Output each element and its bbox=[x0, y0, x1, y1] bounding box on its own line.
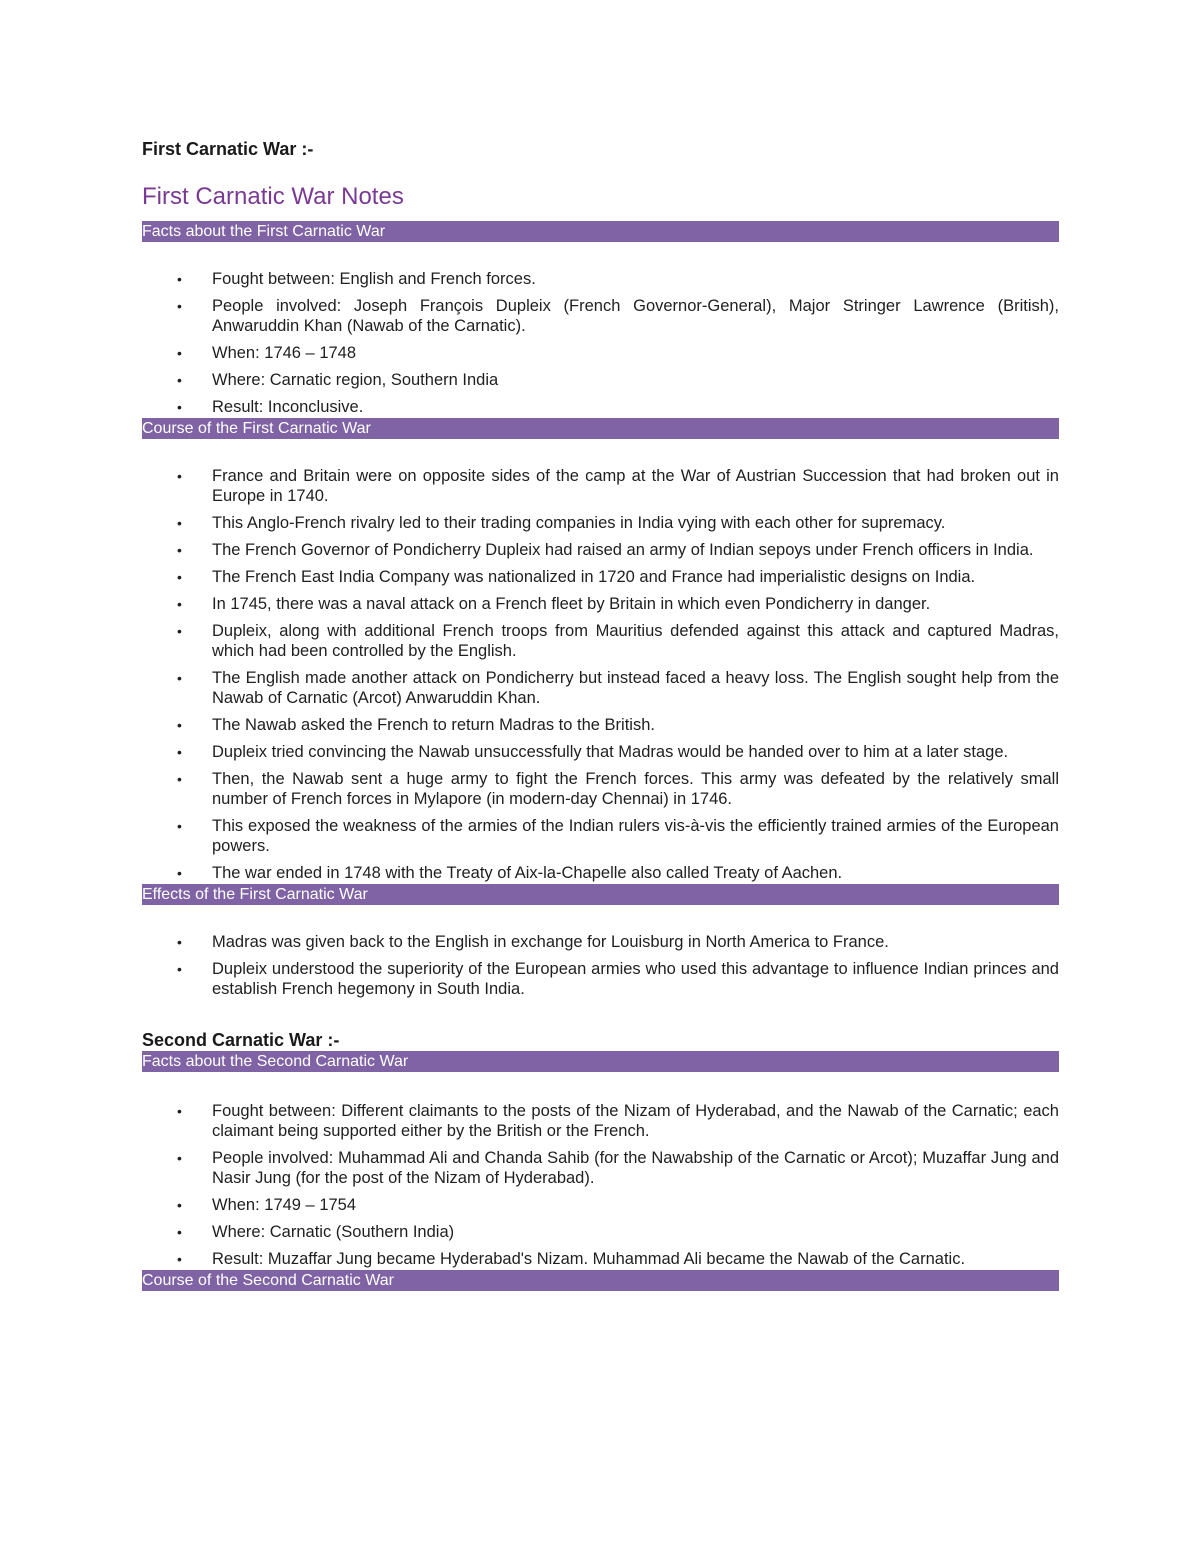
bullet-icon: • bbox=[177, 1224, 182, 1240]
list-item bbox=[142, 1195, 1059, 1215]
list-item bbox=[142, 567, 1059, 587]
list-item-text: The French East India Company was nationalized in 1720 and France had imperialistic designs on India. bbox=[212, 568, 976, 586]
bullet-icon: • bbox=[177, 1251, 182, 1267]
list-item-text: People involved: Joseph François Dupleix (French Governor-General), Major Stringer Lawrence (British), Anwaruddin Khan (Nawab of the Carnatic). bbox=[212, 297, 1059, 335]
list-item-text: Result: Muzaffar Jung became Hyderabad's Nizam. Muhammad Ali became the Nawab of the Carnatic. bbox=[212, 1250, 966, 1268]
list-item-text: The English made another attack on Pondicherry but instead faced a heavy loss. The English sought help from the Nawab of Carnatic (Arcot) Anwaruddin Khan. bbox=[212, 669, 1059, 707]
list-item bbox=[142, 1101, 1059, 1141]
first-war-heading: First Carnatic War :- bbox=[142, 139, 314, 159]
list-item-text: Where: Carnatic (Southern India) bbox=[212, 1223, 455, 1241]
first-war-facts-bar: Facts about the First Carnatic War bbox=[142, 221, 1059, 242]
list-item-text: Dupleix tried convincing the Nawab unsuccessfully that Madras would be handed over to him at a later stage. bbox=[212, 743, 1009, 761]
list-item-text: In 1745, there was a naval attack on a French fleet by Britain in which even Pondicherry in danger. bbox=[212, 595, 931, 613]
bullet-icon: • bbox=[177, 345, 182, 361]
bullet-icon: • bbox=[177, 865, 182, 881]
bullet-icon: • bbox=[177, 771, 182, 787]
list-item bbox=[142, 466, 1059, 506]
list-item-text: Madras was given back to the English in exchange for Louisburg in North America to France. bbox=[212, 933, 889, 951]
bullet-icon: • bbox=[177, 623, 182, 639]
list-item-text: Then, the Nawab sent a huge army to fight the French forces. This army was defeated by the relatively small number of French forces in Mylapore (in modern-day Chennai) in 1746. bbox=[212, 770, 1059, 808]
list-item bbox=[142, 343, 1059, 363]
list-item bbox=[142, 1148, 1059, 1188]
list-item bbox=[142, 269, 1059, 289]
bullet-icon: • bbox=[177, 596, 182, 612]
list-item bbox=[142, 1222, 1059, 1242]
list-item bbox=[142, 296, 1059, 336]
list-item bbox=[142, 715, 1059, 735]
list-item-text: When: 1746 – 1748 bbox=[212, 344, 357, 362]
bullet-icon: • bbox=[177, 399, 182, 415]
second-war-course-bar: Course of the Second Carnatic War bbox=[142, 1270, 1059, 1291]
list-item bbox=[142, 816, 1059, 856]
bullet-icon: • bbox=[177, 542, 182, 558]
list-item-text: Result: Inconclusive. bbox=[212, 398, 364, 416]
list-item-text: People involved: Muhammad Ali and Chanda Sahib (for the Nawabship of the Carnatic or Arcot); Muzaffar Jung and Nasir Jung (for the post of the Nizam of Hyderabad). bbox=[212, 1149, 1059, 1187]
list-item bbox=[142, 769, 1059, 809]
list-item-text: This exposed the weakness of the armies of the Indian rulers vis-à-vis the efficiently trained armies of the European powers. bbox=[212, 817, 1059, 855]
document-page bbox=[142, 138, 1059, 1291]
second-war-heading: Second Carnatic War :- bbox=[142, 1030, 340, 1050]
list-item bbox=[142, 742, 1059, 762]
first-war-course-list bbox=[142, 466, 1059, 883]
list-item bbox=[142, 370, 1059, 390]
list-item bbox=[142, 668, 1059, 708]
bullet-icon: • bbox=[177, 744, 182, 760]
first-war-effects-list bbox=[142, 932, 1059, 999]
list-item-text: The French Governor of Pondicherry Dupleix had raised an army of Indian sepoys under French officers in India. bbox=[212, 541, 1034, 559]
bullet-icon: • bbox=[177, 298, 182, 314]
list-item bbox=[142, 540, 1059, 560]
bullet-icon: • bbox=[177, 515, 182, 531]
bullet-icon: • bbox=[177, 961, 182, 977]
list-item-text: The war ended in 1748 with the Treaty of Aix-la-Chapelle also called Treaty of Aachen. bbox=[212, 864, 843, 882]
first-war-course-bar: Course of the First Carnatic War bbox=[142, 418, 1059, 439]
bullet-icon: • bbox=[177, 670, 182, 686]
bullet-icon: • bbox=[177, 818, 182, 834]
list-item bbox=[142, 863, 1059, 883]
list-item-text: This Anglo-French rivalry led to their trading companies in India vying with each other for supremacy. bbox=[212, 514, 946, 532]
first-war-facts-list bbox=[142, 269, 1059, 417]
list-item-text: When: 1749 – 1754 bbox=[212, 1196, 357, 1214]
bullet-icon: • bbox=[177, 271, 182, 287]
list-item-text: Dupleix understood the superiority of the European armies who used this advantage to influence Indian princes and establish French hegemony in South India. bbox=[212, 960, 1059, 998]
bullet-icon: • bbox=[177, 1150, 182, 1166]
bullet-icon: • bbox=[177, 1197, 182, 1213]
list-item bbox=[142, 513, 1059, 533]
list-item-text: Fought between: English and French forces. bbox=[212, 270, 536, 288]
bullet-icon: • bbox=[177, 717, 182, 733]
bullet-icon: • bbox=[177, 1103, 182, 1119]
list-item-text: Dupleix, along with additional French troops from Mauritius defended against this attack and captured Madras, which had been controlled by the English. bbox=[212, 622, 1059, 660]
list-item-text: Fought between: Different claimants to the posts of the Nizam of Hyderabad, and the Nawab of the Carnatic; each claimant being supported either by the British or the French. bbox=[212, 1102, 1059, 1140]
first-war-title: First Carnatic War Notes bbox=[142, 183, 404, 210]
bullet-icon: • bbox=[177, 468, 182, 484]
list-item bbox=[142, 621, 1059, 661]
list-item-text: Where: Carnatic region, Southern India bbox=[212, 371, 499, 389]
list-item-text: France and Britain were on opposite sides of the camp at the War of Austrian Succession that had broken out in Europe in 1740. bbox=[212, 467, 1059, 505]
list-item bbox=[142, 932, 1059, 952]
second-war-facts-list bbox=[142, 1101, 1059, 1269]
bullet-icon: • bbox=[177, 372, 182, 388]
list-item bbox=[142, 594, 1059, 614]
bullet-icon: • bbox=[177, 569, 182, 585]
second-war-facts-bar: Facts about the Second Carnatic War bbox=[142, 1051, 1059, 1072]
list-item-text: The Nawab asked the French to return Madras to the British. bbox=[212, 716, 655, 734]
list-item bbox=[142, 397, 1059, 417]
bullet-icon: • bbox=[177, 934, 182, 950]
first-war-effects-bar: Effects of the First Carnatic War bbox=[142, 884, 1059, 905]
list-item bbox=[142, 1249, 1059, 1269]
list-item bbox=[142, 959, 1059, 999]
